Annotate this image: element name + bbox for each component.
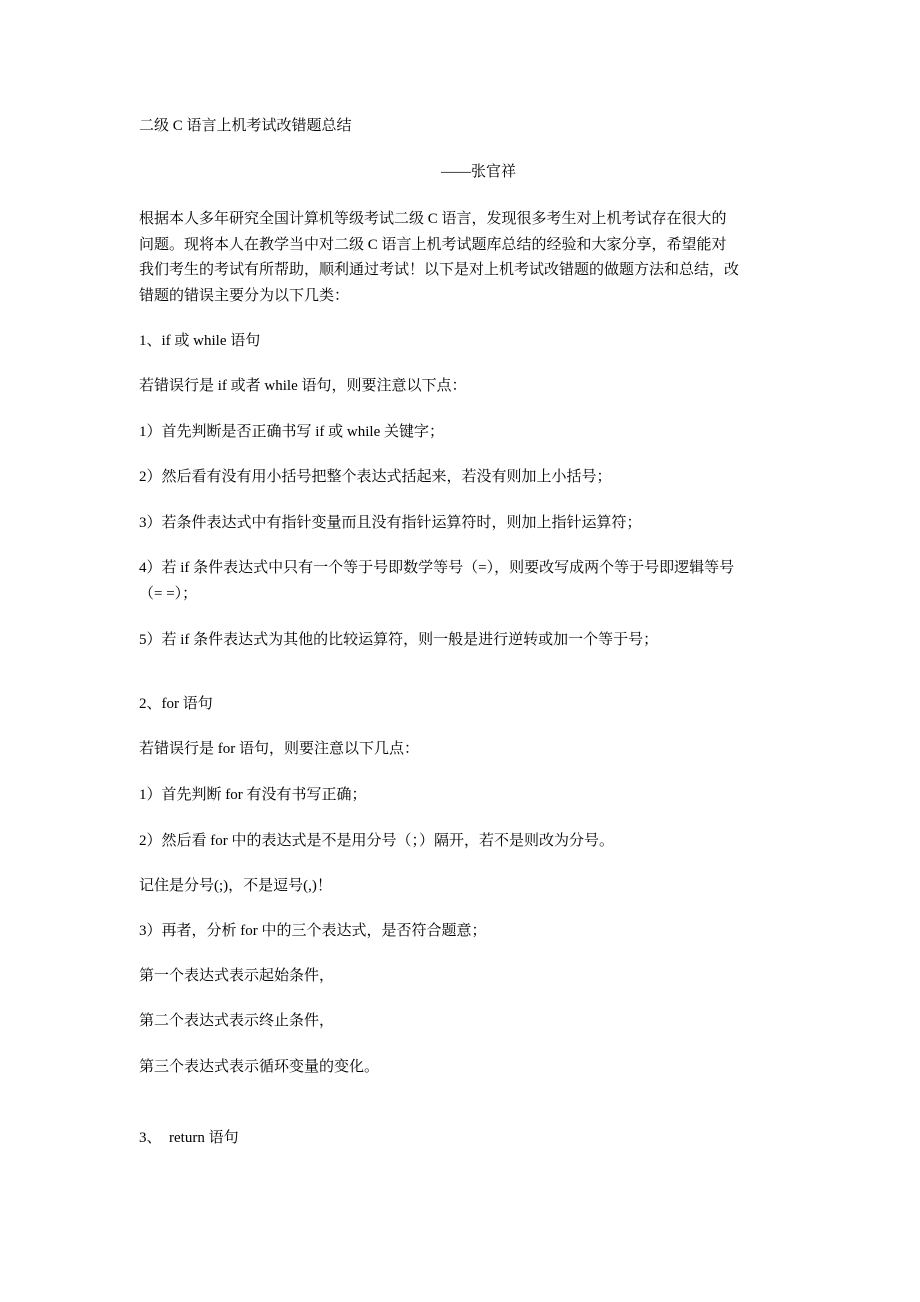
list-item: 记住是分号(;)，不是逗号(,)！ [139,878,332,894]
list-item: 2）然后看 for 中的表达式是不是用分号（；）隔开，若不是则改为分号。 [139,833,614,849]
section-lead: 若错误行是 if 或者 while 语句，则要注意以下点： [139,378,467,394]
list-item: 第一个表达式表示起始条件， [139,968,335,984]
list-item: 1）首先判断是否正确书写 if 或 while 关键字； [139,424,444,440]
list-item: 5）若 if 条件表达式为其他的比较运算符，则一般是进行逆转或加一个等于号； [139,632,659,648]
list-item: 2）然后看有没有用小括号把整个表达式括起来，若没有则加上小括号； [139,469,612,485]
document-title: 二级 C 语言上机考试改错题总结 [139,118,352,134]
intro-line: 我们考生的考试有所帮助，顺利通过考试！以下是对上机考试改错题的做题方法和总结，改 [139,262,740,278]
list-item: （= =）； [139,586,198,602]
section-heading: 2、for 语句 [139,696,213,712]
list-item: 第三个表达式表示循环变量的变化。 [139,1059,380,1075]
section-heading: 3、 return 语句 [139,1130,239,1146]
section-heading: 1、if 或 while 语句 [139,333,261,349]
intro-line: 根据本人多年研究全国计算机等级考试二级 C 语言，发现很多考生对上机考试存在很大的 [139,211,727,227]
list-item: 4）若 if 条件表达式中只有一个等于号即数学等号（=），则要改写成两个等于号即逻辑等号 [139,560,735,576]
list-item: 第二个表达式表示终止条件， [139,1013,335,1029]
list-item: 1）首先判断 for 有没有书写正确； [139,787,367,803]
intro-line: 错题的错误主要分为以下几类： [139,288,350,304]
section-lead: 若错误行是 for 语句，则要注意以下几点： [139,741,419,757]
list-item: 3）若条件表达式中有指针变量而且没有指针运算符时，则加上指针运算符； [139,515,642,531]
intro-line: 问题。现将本人在教学当中对二级 C 语言上机考试题库总结的经验和大家分享，希望能对 [139,237,727,253]
list-item: 3）再者，分析 for 中的三个表达式，是否符合题意； [139,923,487,939]
document-author: ——张官祥 [441,164,517,180]
